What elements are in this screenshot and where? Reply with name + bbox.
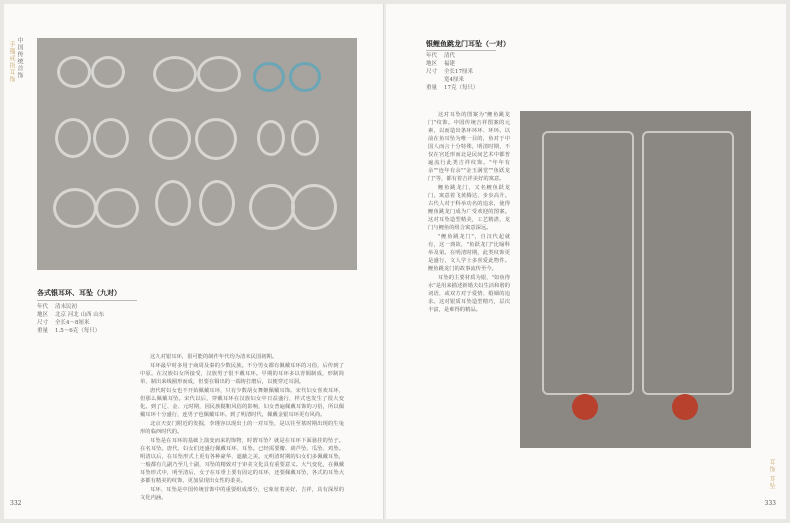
earring-image <box>153 56 197 92</box>
title-divider <box>37 300 137 301</box>
spec-key: 尺寸 <box>37 320 49 326</box>
left-spec-list <box>37 303 237 335</box>
spec-row <box>426 60 516 68</box>
earring-image <box>291 120 319 156</box>
spec-key: 尺寸 <box>426 69 438 75</box>
right-side-label: 耳饰 耳坠 <box>768 459 775 490</box>
right-item-title: 银鲤鱼跳龙门耳坠（一对） <box>426 39 510 48</box>
item-title: 各式银耳环、耳坠（九对） <box>37 288 121 297</box>
earring-image <box>149 118 191 160</box>
spec-value: 北京 河北 山西 山东 <box>55 312 105 318</box>
body-paragraph: 耳环、耳坠是中国传统首饰中的重要组成部分，它象征着美好、吉祥，具有深厚的文化内涵。 <box>140 487 344 501</box>
body-paragraph: "鲤鱼跳龙门"，自汉代起就有，这一典故，"鱼跃龙门"比喻科举及第。在明清时期，此类纹饰更是盛行，文人学士多喜爱此物件。鲤鱼跳龙门的故事流传至今。 <box>428 234 510 272</box>
earring-image <box>291 184 337 230</box>
earring-image <box>95 188 139 228</box>
spec-row <box>37 327 237 335</box>
earring-image <box>257 120 285 156</box>
right-spec-list <box>426 52 516 92</box>
spec-row <box>426 76 516 84</box>
side-label-accent: 手镯戒指耳饰 <box>8 41 15 83</box>
left-item-title <box>37 288 121 298</box>
red-bead-image <box>672 394 698 420</box>
body-paragraph: 耳坠是在耳环的基础上演变而来的饰物，时谓耳坠？就是在耳环下面悬挂的坠子。在名耳坠。唐代，妇女们还盛行佩戴耳环、耳坠。已经需要瓣、葫芦坠、瓜坠、鸡坠。明清以后，在耳坠形式上更有各种豪华、遮蔽之美。元明清时期的妇女们多佩戴耳坠，一般都有几副乃至几十副，耳坠的精致对于审美文化具有重要意义。大气变化，在佩戴耳坠形式中，明至清后，女子在耳垂上要有固定的耳环，还要佩戴耳坠，各式的耳坠大多都有精美的纹饰，更加显现出女性的柔美。 <box>140 438 344 484</box>
spec-value: 清末民初 <box>55 304 78 310</box>
right-body-text <box>428 111 510 451</box>
earring-image <box>155 180 191 226</box>
spec-key: 年代 <box>426 53 438 59</box>
spec-row <box>426 68 516 76</box>
spec-value: 福建 <box>444 61 456 67</box>
spec-value: 全长17厘米 <box>444 69 473 75</box>
body-paragraph: 鲤鱼跳龙门，又名鲤鱼跃龙门，寓意着飞黄腾达、步步高升。古代人对于科举功名的追求，使得鲤鱼跳龙门成为广受欢迎的图案。这对耳坠造型精美，工艺精湛，龙门与鲤鱼的组合寓意深远。 <box>428 185 510 231</box>
earring-image <box>53 188 97 228</box>
spec-key: 重量 <box>37 328 49 334</box>
earring-image <box>93 118 129 158</box>
left-body-text <box>140 353 344 513</box>
spec-key: 地区 <box>37 312 49 318</box>
spec-key: 年代 <box>37 304 49 310</box>
earring-image <box>542 131 634 395</box>
body-paragraph: 唐代时妇女也不开始佩戴耳环，只有少数胡女舞姬佩戴耳饰。宋代妇女喜欢耳环，但那么佩戴耳坠。宋代以后，穿戴耳环在汉族妇女中日益盛行，样式也发生了很大变化。到了辽、金、元时期，因民族鞑靼风俗的影响，妇女普遍佩戴耳饰的习俗，所以佩戴耳环十分盛行，连男子也佩戴耳环。到了明清时代，佩戴金银耳环更有风尚。 <box>140 388 344 418</box>
spec-key: 地区 <box>426 61 438 67</box>
page-number-left: 332 <box>10 500 22 507</box>
body-paragraph: 这对耳坠的图案为"鲤鱼跳龙门"纹饰。中国传统吉祥图案的元素，以而造出条环环环、环环。以前在鱼耳坠为唯一目的，鱼对于中国人而言十分特殊，明清时期，不仅在宫廷形而北是民间艺术中都普遍流行此类吉祥纹饰。"年年有余""连年有余""金玉满堂""鱼跃龙门"等，都有着吉祥美好的寓意。 <box>428 112 510 182</box>
earrings-photo-nine-pairs <box>37 38 357 270</box>
spec-value: 清代 <box>444 53 456 59</box>
right-page <box>386 4 786 519</box>
body-paragraph: 这九对银耳环，很可能的制作年代均为清末民国初期。 <box>150 354 278 360</box>
earring-image <box>197 56 241 92</box>
spec-row <box>37 303 237 311</box>
earring-image <box>289 62 321 92</box>
body-paragraph: 耳环最早时多用于商周及秦的少数民族。不分男女都有佩戴耳环的习俗，后传到了中原。在汉族妇女所接受，汉族男子很不戴耳环。早期的耳环多以青铜制成，形制简单，制出来线圈形而成，但要在铜出的一端铸打磨后，以便穿过耳洞。 <box>140 363 344 385</box>
earring-image <box>57 56 91 88</box>
spec-row <box>37 311 237 319</box>
spec-value: 1.5～6克（每只） <box>55 328 101 334</box>
spec-row <box>426 52 516 60</box>
side-label-main: 中国传统首饰 <box>16 37 23 79</box>
earring-image <box>253 62 285 92</box>
body-paragraph: 北京天安门附近的发掘，李瑾容以现出土的一对耳坠，是以往至墓时期出现的生兔形的临西时代的。 <box>140 421 344 435</box>
earring-image <box>249 184 295 230</box>
red-bead-image <box>572 394 598 420</box>
spec-row <box>426 84 516 92</box>
earring-image <box>199 180 235 226</box>
spec-value: 宽4厘米 <box>444 77 464 83</box>
spec-row <box>37 319 237 327</box>
left-page <box>4 4 384 519</box>
title-divider <box>426 50 496 51</box>
earring-image <box>91 56 125 88</box>
page-number-right: 333 <box>764 500 776 507</box>
earring-image <box>195 118 237 160</box>
body-paragraph: 耳坠的主要材质为银，"如鱼得水"是用来描述新婚夫妇生活和谐的词语，或双方对于爱情、婚姻的追求。这对银质耳坠造型精巧，层次丰富，是难得的精品。 <box>428 275 510 313</box>
left-side-label <box>8 37 23 83</box>
earring-image <box>642 131 734 395</box>
carp-dragon-gate-earrings-photo <box>520 111 751 448</box>
earring-image <box>55 118 91 158</box>
spec-value: 全长4～8厘米 <box>55 320 90 326</box>
spec-key: 重量 <box>426 85 438 91</box>
spec-value: 17克（每只） <box>444 85 479 91</box>
